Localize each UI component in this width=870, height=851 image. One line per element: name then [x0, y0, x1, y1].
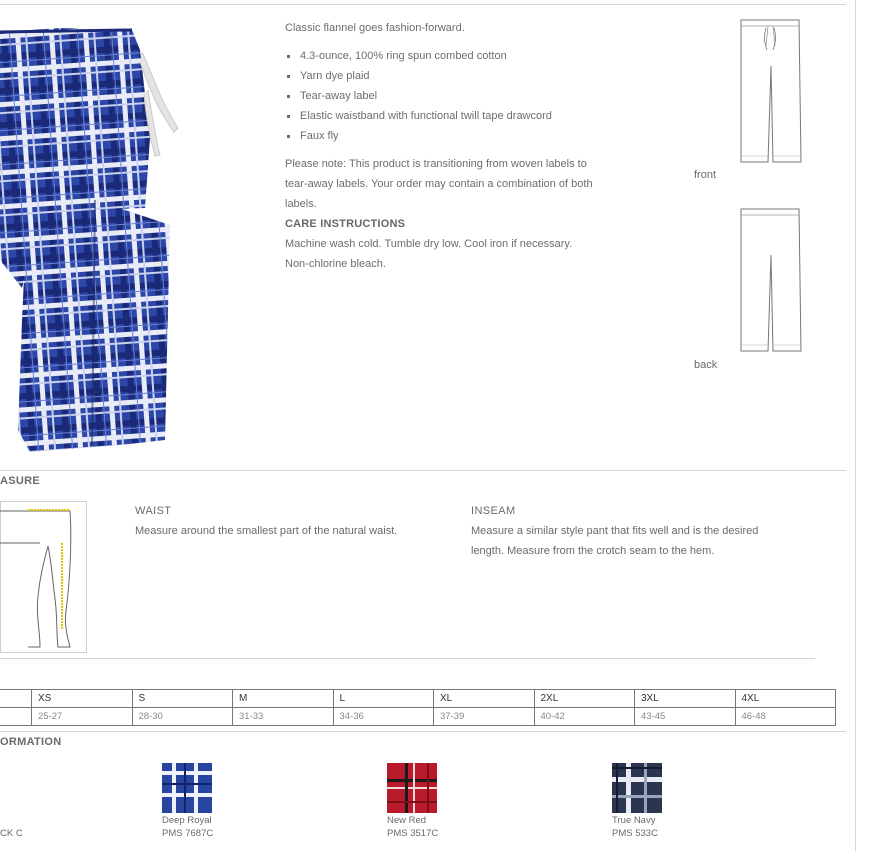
size-cell: 2XL	[534, 690, 635, 708]
color-section-title: ORMATION	[0, 736, 62, 748]
measure-cell: 25-27	[32, 708, 133, 726]
description-intro: Classic flannel goes fashion-forward.	[285, 22, 465, 34]
waist-text: Measure around the smallest part of the natural waist.	[135, 525, 398, 537]
back-view-label: back	[694, 359, 718, 371]
front-flat-drawing	[735, 16, 807, 164]
feature-item: Tear-away label	[300, 86, 595, 106]
feature-item: Yarn dye plaid	[300, 66, 595, 86]
measure-cell: 31-33	[233, 708, 334, 726]
waist-title: WAIST	[135, 505, 172, 517]
size-cell: XL	[434, 690, 535, 708]
size-cell: 3XL	[635, 690, 736, 708]
table-cell	[0, 690, 32, 708]
top-divider	[0, 4, 846, 5]
measure-cell: 37-39	[434, 708, 535, 726]
swatch-name: True Navy	[612, 815, 656, 826]
product-photo	[0, 20, 180, 455]
label-note: Please note: This product is transitioning from woven labels to tear-away labels. Your order may contain a combination of both labels.	[285, 158, 593, 210]
swatch-deep-royal[interactable]	[162, 763, 212, 813]
page-right-border	[855, 0, 856, 851]
measure-cell: 43-45	[635, 708, 736, 726]
measure-cell: 34-36	[333, 708, 434, 726]
swatch-pms: PMS 3517C	[387, 828, 439, 839]
swatch-pms: PMS 533C	[612, 828, 658, 839]
size-row	[0, 690, 836, 708]
swatch-name: Deep Royal	[162, 815, 212, 826]
size-chart	[0, 689, 836, 726]
swatch-new-red[interactable]	[387, 763, 437, 813]
partial-swatch-label: CK C	[0, 828, 23, 839]
product-description	[285, 18, 595, 274]
table-cell	[0, 708, 32, 726]
front-view-label: front	[694, 169, 717, 181]
size-cell: M	[233, 690, 334, 708]
inseam-text: Measure a similar style pant that fits well and is the desired length. Measure from the crotch seam to the hem.	[471, 525, 759, 557]
feature-list	[285, 46, 595, 146]
feature-item: Elastic waistband with functional twill tape drawcord	[300, 106, 595, 126]
back-flat-drawing	[735, 205, 807, 353]
feature-item: Faux fly	[300, 126, 595, 146]
size-cell: 4XL	[735, 690, 836, 708]
measure-divider	[0, 470, 846, 471]
measure-section-title: ASURE	[0, 475, 41, 487]
swatch-true-navy[interactable]	[612, 763, 662, 813]
care-heading: CARE INSTRUCTIONS	[285, 218, 406, 230]
measure-diagram	[0, 501, 87, 653]
care-text: Machine wash cold. Tumble dry low. Cool iron if necessary. Non-chlorine bleach.	[285, 238, 573, 270]
measurement-row	[0, 708, 836, 726]
inseam-title: INSEAM	[471, 505, 516, 517]
measure-cell: 46-48	[735, 708, 836, 726]
size-divider	[0, 658, 815, 659]
size-cell: S	[132, 690, 233, 708]
measure-cell: 40-42	[534, 708, 635, 726]
size-cell: L	[333, 690, 434, 708]
color-divider	[0, 731, 846, 732]
measure-cell: 28-30	[132, 708, 233, 726]
size-cell: XS	[32, 690, 133, 708]
swatch-pms: PMS 7687C	[162, 828, 214, 839]
feature-item: 4.3-ounce, 100% ring spun combed cotton	[300, 46, 595, 66]
swatch-name: New Red	[387, 815, 427, 826]
